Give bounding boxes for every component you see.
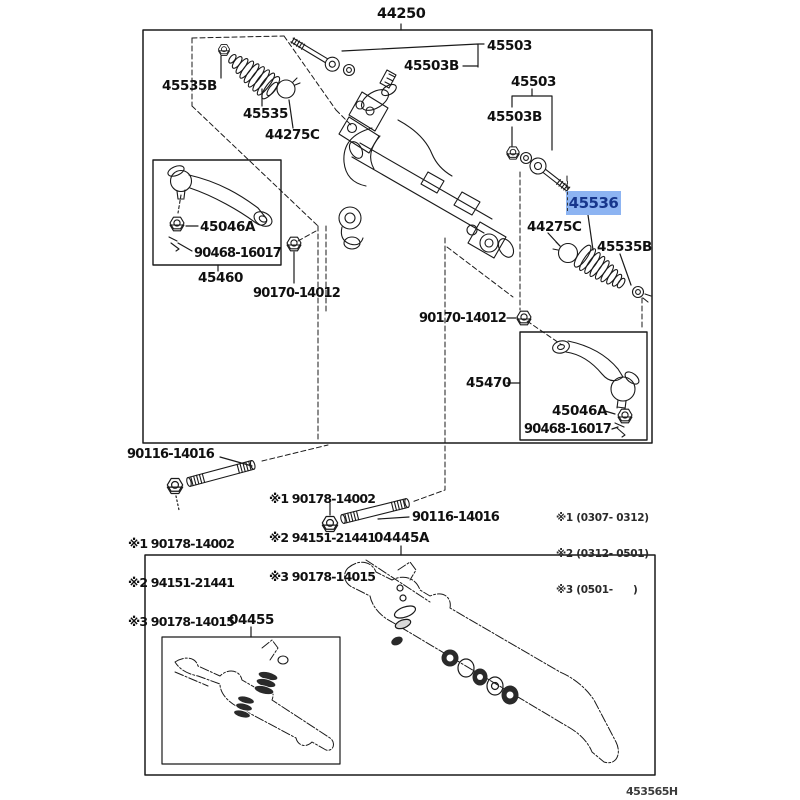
part-label-90170-right: 90170-14012 bbox=[419, 311, 507, 326]
gasket-kit-drawing bbox=[175, 640, 333, 750]
cotter-pin-left bbox=[169, 237, 179, 251]
part-label-90170-left: 90170-14012 bbox=[253, 286, 341, 301]
variant-row: ※3 90178-14015 bbox=[269, 569, 376, 584]
main-frame-box bbox=[143, 30, 652, 443]
part-label-45503-right: 45503 bbox=[511, 74, 556, 90]
selected-part-label-45536[interactable]: 45536 bbox=[566, 191, 621, 215]
drawing-code: 453565H bbox=[626, 785, 678, 798]
part-label-45503b-top: 45503B bbox=[404, 58, 459, 74]
gasket-kit-details bbox=[233, 656, 288, 719]
mount-nut-left bbox=[287, 237, 301, 251]
date-range-legend bbox=[556, 488, 649, 608]
variant-row: ※2 94151-21441 bbox=[269, 530, 376, 545]
part-label-04455: 04455 bbox=[229, 612, 274, 628]
part-label-44275c-left: 44275C bbox=[265, 127, 320, 143]
part-label-90116-right: 90116-14016 bbox=[412, 510, 500, 525]
legend-row: ※2 (0312- 0501) bbox=[556, 548, 649, 560]
clamp-ring-right bbox=[559, 244, 578, 263]
variant-list-left bbox=[128, 511, 234, 641]
part-label-45503b-right: 45503B bbox=[487, 109, 542, 125]
variant-row: ※1 90178-14002 bbox=[269, 491, 376, 506]
variant-row: ※3 90178-14015 bbox=[128, 614, 235, 629]
part-label-44250: 44250 bbox=[377, 6, 426, 22]
clamp-ring-left bbox=[277, 80, 295, 98]
part-label-45046a-left: 45046A bbox=[200, 219, 256, 235]
part-label-45470: 45470 bbox=[466, 375, 511, 391]
variant-row: ※2 94151-21441 bbox=[128, 575, 235, 590]
stud-bolt-1-drawing bbox=[167, 460, 256, 493]
inner-tie-rod-left-drawing bbox=[288, 34, 354, 76]
variant-list-mid bbox=[269, 466, 375, 596]
tie-rod-end-left-drawing bbox=[166, 164, 274, 251]
part-label-44275c-right: 44275C bbox=[527, 219, 582, 235]
part-label-45535b-right: 45535B bbox=[597, 239, 652, 255]
part-label-45535b-left: 45535B bbox=[162, 78, 217, 94]
part-label-45460: 45460 bbox=[198, 270, 243, 286]
variant-row: ※1 90178-14002 bbox=[128, 536, 235, 551]
part-label-45535: 45535 bbox=[243, 106, 288, 122]
boot-left-drawing bbox=[218, 45, 300, 102]
inner-tie-rod-right-drawing bbox=[507, 147, 573, 196]
cotter-pin-right bbox=[615, 423, 625, 437]
part-label-90468-right: 90468-16017 bbox=[524, 422, 612, 437]
part-label-45046a-right: 45046A bbox=[552, 403, 608, 419]
legend-row: ※3 (0501- ) bbox=[556, 584, 638, 596]
legend-row: ※1 (0307- 0312) bbox=[556, 512, 649, 524]
part-label-45503-top: 45503 bbox=[487, 38, 532, 54]
crossmember-details bbox=[390, 585, 519, 705]
part-label-90116-left: 90116-14016 bbox=[127, 447, 215, 462]
steering-gear-drawing bbox=[339, 70, 517, 260]
part-label-04445a: 04445A bbox=[374, 530, 430, 546]
part-label-90468-left: 90468-16017 bbox=[194, 246, 282, 261]
mount-nut-right bbox=[517, 311, 531, 325]
